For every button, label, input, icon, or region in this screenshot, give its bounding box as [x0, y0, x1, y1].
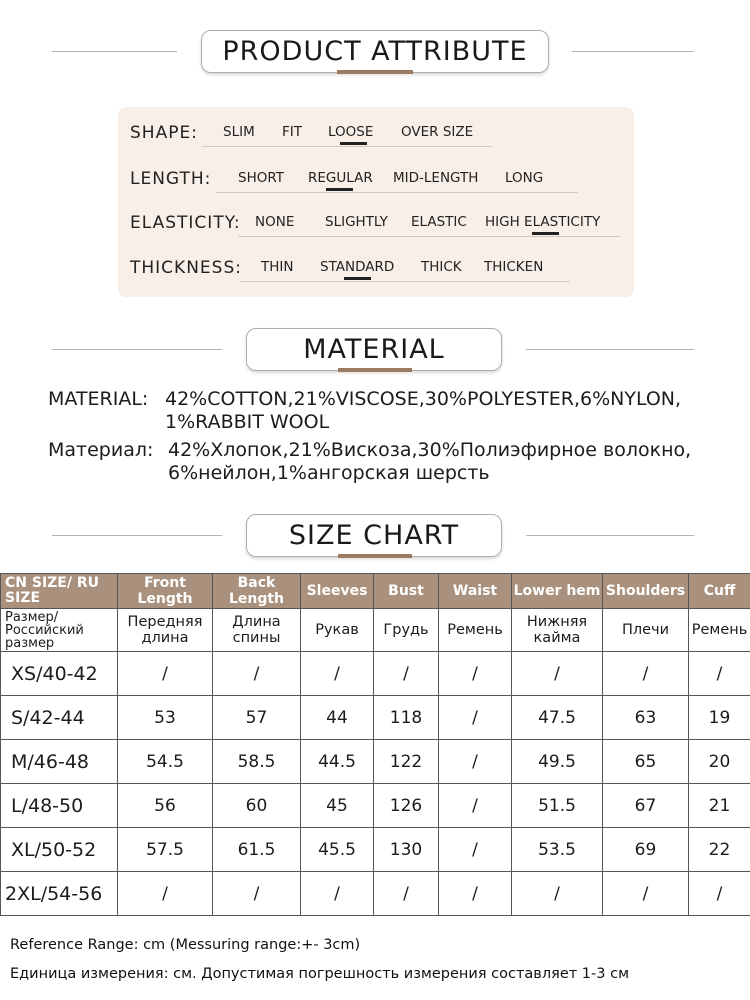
column-header: Sleeves — [301, 574, 374, 609]
attribute-baseline — [240, 281, 570, 282]
table-cell: 122 — [374, 740, 439, 784]
table-cell: 21 — [689, 784, 750, 828]
attribute-option: THIN — [261, 259, 294, 275]
size-cell: XL/50-52 — [1, 828, 118, 872]
table-cell: / — [374, 652, 439, 696]
attribute-option: NONE — [255, 214, 295, 230]
table-cell: 126 — [374, 784, 439, 828]
attribute-row-length — [118, 165, 634, 195]
material-en-label: MATERIAL: — [48, 388, 149, 410]
attribute-baseline — [216, 192, 578, 193]
table-cell: / — [118, 872, 213, 916]
attribute-option-selected: REGULAR — [308, 170, 373, 186]
table-cell: / — [374, 872, 439, 916]
table-cell: 45 — [301, 784, 374, 828]
table-cell: / — [213, 872, 301, 916]
header-accent-bar — [337, 70, 413, 74]
column-header-ru: Размер/ Российский размер — [1, 609, 118, 652]
section-title-text: PRODUCT ATTRIBUTE — [222, 36, 528, 67]
header-divider-left — [52, 535, 222, 536]
column-header: Back Length — [213, 574, 301, 609]
attribute-option: THICK — [421, 259, 462, 275]
attribute-label: THICKNESS: — [130, 258, 242, 278]
header-row-en — [1, 574, 750, 609]
table-row — [1, 828, 750, 872]
selected-marker — [532, 232, 559, 235]
header-accent-bar — [338, 368, 412, 372]
attribute-row-thickness — [118, 254, 634, 284]
attribute-baseline — [238, 236, 620, 237]
table-row — [1, 872, 750, 916]
column-header: Waist — [439, 574, 512, 609]
attribute-row-shape — [118, 119, 634, 149]
header-divider-right — [526, 349, 694, 350]
attribute-option: THICKEN — [484, 259, 544, 275]
table-cell: / — [213, 652, 301, 696]
table-cell: 118 — [374, 696, 439, 740]
table-cell: 53 — [118, 696, 213, 740]
size-cell: S/42-44 — [1, 696, 118, 740]
header-divider-left — [52, 349, 222, 350]
attribute-option: MID-LENGTH — [393, 170, 479, 186]
size-chart-table — [0, 573, 750, 916]
table-row — [1, 740, 750, 784]
table-row — [1, 784, 750, 828]
table-cell: 49.5 — [512, 740, 603, 784]
table-cell: 47.5 — [512, 696, 603, 740]
table-cell: / — [439, 872, 512, 916]
material-header — [0, 328, 750, 373]
table-cell: 63 — [603, 696, 689, 740]
attribute-row-elasticity — [118, 209, 634, 239]
column-header: Lower hem — [512, 574, 603, 609]
size-chart-header — [0, 514, 750, 559]
attribute-option: SHORT — [238, 170, 284, 186]
column-header-ru: Рукав — [301, 609, 374, 652]
table-cell: 44 — [301, 696, 374, 740]
table-cell: / — [603, 652, 689, 696]
table-cell: 56 — [118, 784, 213, 828]
section-title-text: SIZE CHART — [288, 520, 460, 551]
header-divider-right — [526, 535, 694, 536]
table-cell: 69 — [603, 828, 689, 872]
column-header-ru: Грудь — [374, 609, 439, 652]
material-ru-label: Материал: — [48, 439, 154, 461]
table-cell: 58.5 — [213, 740, 301, 784]
table-cell: 19 — [689, 696, 750, 740]
selected-marker — [344, 277, 371, 280]
column-header-ru: Ремень — [439, 609, 512, 652]
table-cell: 65 — [603, 740, 689, 784]
reference-note-en: Reference Range: cm (Messuring range:+- 3cm) — [10, 937, 361, 953]
table-cell: 53.5 — [512, 828, 603, 872]
size-cell: XS/40-42 — [1, 652, 118, 696]
material-en-line1: 42%COTTON,21%VISCOSE,30%POLYESTER,6%NYLON, — [165, 388, 682, 410]
material-en-line2: 1%RABBIT WOOL — [165, 411, 330, 433]
attribute-option: OVER SIZE — [401, 124, 474, 140]
column-header: Cuff — [689, 574, 750, 609]
table-cell: 45.5 — [301, 828, 374, 872]
table-cell: 60 — [213, 784, 301, 828]
table-cell: / — [603, 872, 689, 916]
attribute-label: SHAPE: — [130, 123, 198, 143]
selected-marker — [340, 142, 367, 145]
attribute-baseline — [202, 146, 492, 147]
reference-note-ru: Единица измерения: см. Допустимая погрешность измерения составляет 1-3 см — [10, 966, 630, 982]
product-attribute-header — [0, 30, 750, 75]
attribute-label: LENGTH: — [130, 169, 212, 189]
column-header: Shoulders — [603, 574, 689, 609]
material-ru-line2: 6%нейлон,1%ангорская шерсть — [168, 462, 490, 484]
table-cell: 44.5 — [301, 740, 374, 784]
column-header-ru: Плечи — [603, 609, 689, 652]
header-accent-bar — [338, 554, 412, 558]
attribute-option: FIT — [282, 124, 302, 140]
column-header: Bust — [374, 574, 439, 609]
material-ru-line1: 42%Хлопок,21%Вискоза,30%Полиэфирное волокно, — [168, 439, 692, 461]
table-cell: 20 — [689, 740, 750, 784]
table-cell: 57.5 — [118, 828, 213, 872]
table-cell: / — [301, 652, 374, 696]
section-title — [246, 328, 502, 371]
table-cell: / — [512, 872, 603, 916]
table-cell: 22 — [689, 828, 750, 872]
table-cell: 51.5 — [512, 784, 603, 828]
attribute-option: SLIGHTLY — [325, 214, 388, 230]
attribute-option: SLIM — [223, 124, 255, 140]
table-cell: / — [689, 652, 750, 696]
attribute-option: ELASTIC — [411, 214, 467, 230]
section-title — [246, 514, 502, 557]
header-row-ru — [1, 609, 750, 652]
size-cell: L/48-50 — [1, 784, 118, 828]
table-cell: 61.5 — [213, 828, 301, 872]
attribute-option-selected: STANDARD — [320, 259, 395, 275]
size-cell: 2XL/54-56 — [1, 872, 118, 916]
table-cell: / — [439, 652, 512, 696]
section-title-text: MATERIAL — [303, 334, 445, 365]
material-en — [48, 388, 738, 438]
header-divider-right — [572, 51, 694, 52]
column-header-ru: Длина спины — [213, 609, 301, 652]
header-divider-left — [52, 51, 177, 52]
attribute-option-selected: HIGH ELASTICITY — [485, 214, 601, 230]
table-row — [1, 696, 750, 740]
table-cell: / — [512, 652, 603, 696]
table-cell: 67 — [603, 784, 689, 828]
table-cell: 54.5 — [118, 740, 213, 784]
attribute-label: ELASTICITY: — [130, 213, 241, 233]
attribute-option-selected: LOOSE — [328, 124, 374, 140]
table-cell: / — [301, 872, 374, 916]
size-cell: M/46-48 — [1, 740, 118, 784]
table-cell: / — [689, 872, 750, 916]
table-cell: / — [118, 652, 213, 696]
table-cell: / — [439, 740, 512, 784]
column-header: Front Length — [118, 574, 213, 609]
column-header-ru: Передняя длина — [118, 609, 213, 652]
column-header-ru: Ремень — [689, 609, 750, 652]
attribute-panel — [118, 107, 634, 297]
column-header: CN SIZE/ RU SIZE — [1, 574, 118, 609]
table-cell: 57 — [213, 696, 301, 740]
table-cell: / — [439, 784, 512, 828]
table-cell: / — [439, 828, 512, 872]
table-cell: 130 — [374, 828, 439, 872]
table-cell: / — [439, 696, 512, 740]
attribute-option: LONG — [505, 170, 544, 186]
selected-marker — [326, 188, 353, 191]
column-header-ru: Нижняя кайма — [512, 609, 603, 652]
section-title — [201, 30, 549, 73]
material-ru — [48, 439, 738, 489]
table-row — [1, 652, 750, 696]
